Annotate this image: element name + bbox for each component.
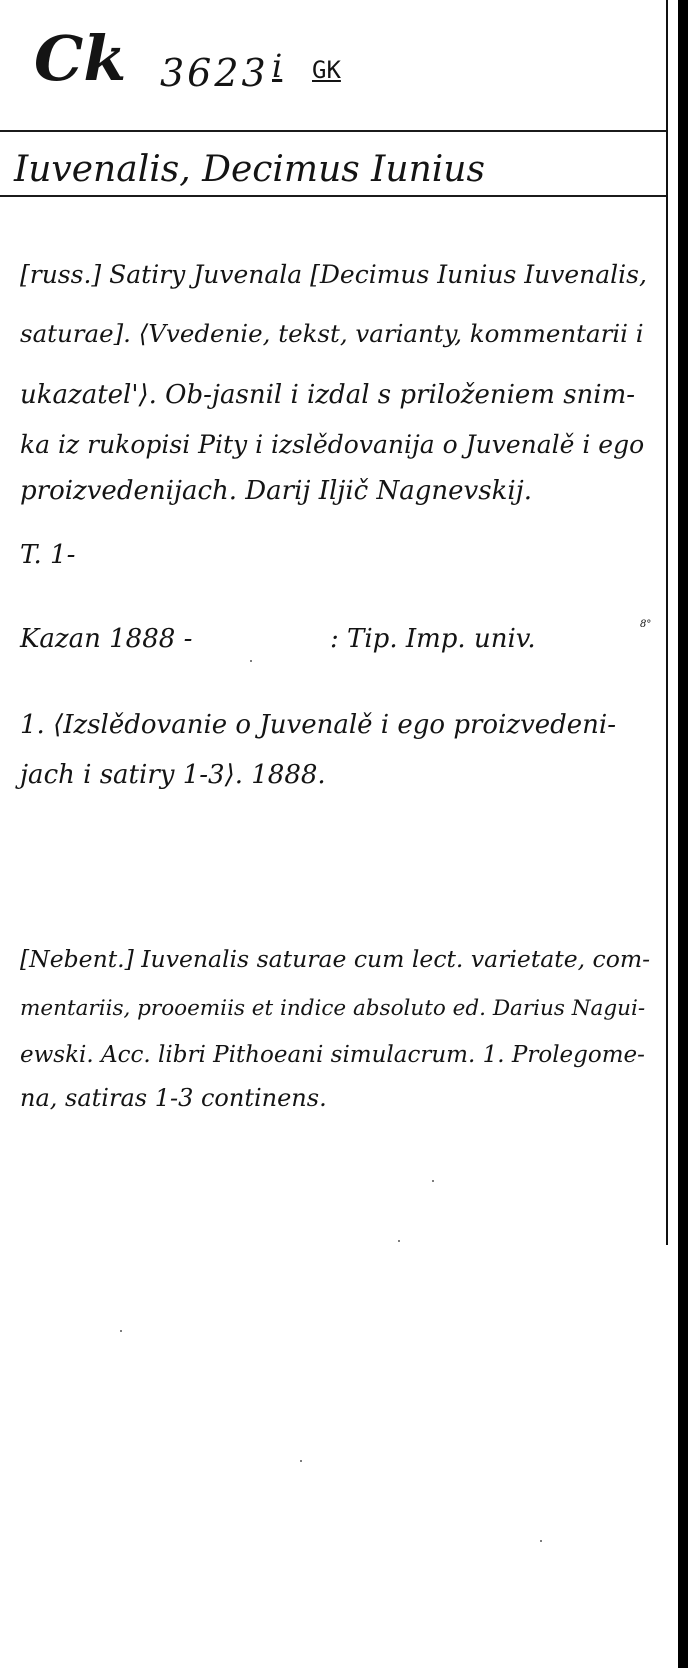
speck: [300, 1460, 302, 1462]
speck: [250, 660, 252, 662]
author-heading: Iuvenalis, Decimus Iunius: [14, 149, 485, 190]
side-title-line-2: mentariis, prooemiis et indice absoluto ed. Darius Nagui-: [20, 996, 646, 1021]
collection-code: GK: [312, 56, 341, 84]
entry-line-3: ukazatel'⟩. Ob-jasnil i izdal s priloženiem snim-: [20, 380, 636, 410]
volume-designation: T. 1-: [20, 540, 76, 570]
speck: [540, 1540, 542, 1542]
speck: [398, 1240, 400, 1242]
speck: [120, 1330, 122, 1332]
entry-line-4: ka iz rukopisi Pity i izslědovanija o Juvenalě i ego: [20, 430, 645, 459]
imprint-format: 8°: [640, 619, 652, 630]
speck: [432, 1180, 434, 1182]
entry-line-1: [russ.] Satiry Juvenala [Decimus Iunius Iuvenalis,: [20, 260, 647, 289]
call-number-suffix: i: [272, 47, 283, 85]
side-title-line-4: na, satiras 1-3 continens.: [20, 1084, 327, 1112]
call-number-prefix: Ck: [34, 22, 127, 95]
imprint-place-year: Kazan 1888 -: [20, 624, 193, 654]
volume-note-line-2: jach i satiry 1-3⟩. 1888.: [20, 760, 326, 790]
scan-border: [678, 0, 688, 1668]
entry-line-5: proizvedenijach. Darij Iljič Nagnevskij.: [20, 476, 532, 506]
imprint-publisher: : Tip. Imp. univ.: [330, 624, 536, 654]
side-title-line-1: [Nebent.] Iuvenalis saturae cum lect. varietate, com-: [20, 945, 651, 973]
card-edge-strip: [666, 0, 678, 1245]
call-number: 3623: [160, 51, 269, 95]
volume-note-line-1: 1. ⟨Izslědovanie o Juvenalě i ego proizvedeni-: [20, 710, 617, 740]
divider-top: [0, 130, 672, 132]
side-title-line-3: ewski. Acc. libri Pithoeani simulacrum. 1. Prolegome-: [20, 1042, 645, 1068]
entry-line-2: saturae]. ⟨Vvedenie, tekst, varianty, kommentarii i: [20, 319, 644, 348]
divider-heading: [0, 195, 672, 197]
